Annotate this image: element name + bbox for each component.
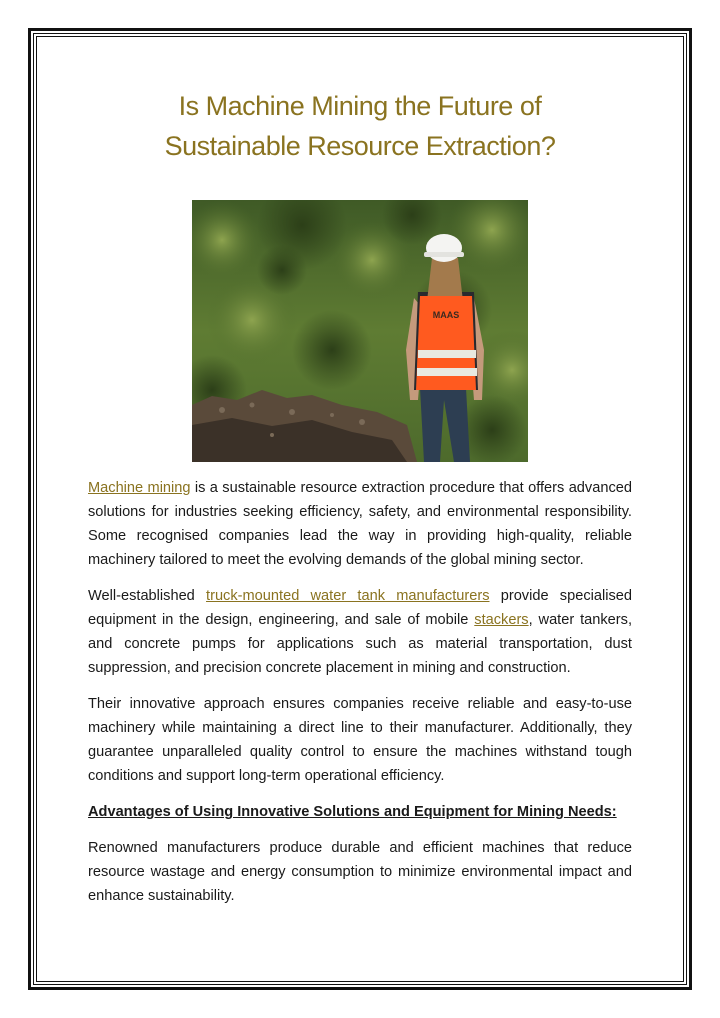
paragraph-advantages: Renowned manufacturers produce durable and efficient machines that reduce resource wastage and energy consumption to minimize environmental impact and enhance sustainability. xyxy=(88,840,632,904)
paragraph-manufacturers-text-3: , water tankers, and concrete pumps for applications such as material transportation, dust suppression, and precision concrete placement in mining and construction. xyxy=(88,612,632,676)
paragraph-manufacturers-text-1: Well-established xyxy=(88,588,207,604)
vest-logo-text: MAAS xyxy=(432,310,460,320)
paragraph-intro xyxy=(88,476,632,572)
page-title xyxy=(60,86,660,166)
title-line-2: Sustainable Resource Extraction? xyxy=(164,131,556,161)
water-tank-manufacturers-link[interactable]: truck-mounted water tank manufacturers xyxy=(206,588,490,604)
mining-worker-photo xyxy=(192,200,528,462)
photo-illustration xyxy=(192,200,528,462)
stackers-link[interactable]: stackers xyxy=(474,612,529,628)
paragraph-manufacturers xyxy=(88,584,632,680)
section-heading-advantages: Advantages of Using Innovative Solutions and Equipment for Mining Needs: xyxy=(88,804,617,820)
title-line-1: Is Machine Mining the Future of xyxy=(178,91,542,121)
machine-mining-link[interactable]: Machine mining xyxy=(88,480,191,496)
paragraph-manufacturers-text-2: provide specialised equipment in the design, engineering, and sale of mobile xyxy=(88,588,632,628)
paragraph-intro-text: is a sustainable resource extraction procedure that offers advanced solutions for industries seeking efficiency, safety, and environmental responsibility. Some recognised companies lead the way in providing high-quality, reliable machinery tailored to meet the evolving demands of the global mining sector. xyxy=(88,480,632,568)
article-body xyxy=(88,476,632,920)
paragraph-innovation: Their innovative approach ensures companies receive reliable and easy-to-use machinery while maintaining a direct line to their manufacturer. Additionally, they guarantee unparalleled quality control to ensure the machines withstand tough conditions and support long-term operational efficiency. xyxy=(88,696,632,784)
